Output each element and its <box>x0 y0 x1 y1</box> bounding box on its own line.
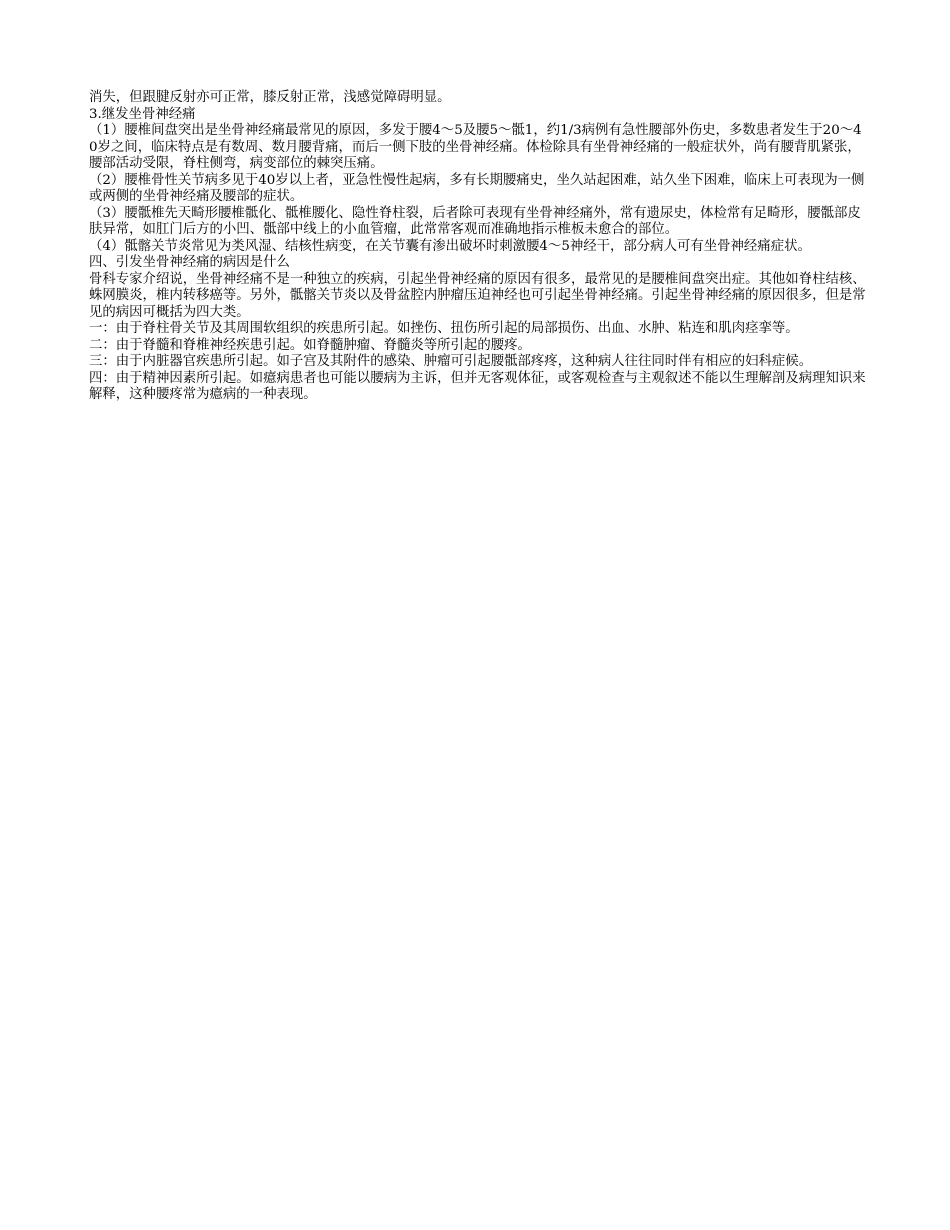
section-heading-secondary-sciatica: 3.继发坐骨神经痛 <box>89 106 196 122</box>
section-heading-causes: 四、引发坐骨神经痛的病因是什么 <box>89 255 290 270</box>
paragraph-cause-one: 一：由于脊柱骨关节及其周围软组织的疾患所引起。如挫伤、扭伤所引起的局部损伤、出血、水肿、粘连和肌肉痉挛等。 <box>89 321 799 336</box>
paragraph-cause-three: 三：由于内脏器官疾患所引起。如子宫及其附件的感染、肿瘤可引起腰骶部疼疼，这种病人往往同时伴有相应的妇科症候。 <box>89 354 813 369</box>
paragraph-lumbar-disc-herniation: （1）腰椎间盘突出是坐骨神经痛最常见的原因，多发于腰4～5及腰5～骶1，约1/3病例有急性腰部外伤史，多数患者发生于20～40岁之间，临床特点是有数周、数月腰背痛，而后一侧下肢的坐骨神经痛。体检除具有坐骨神经痛的一般症状外，尚有腰背肌紧张，腰部活动受限，脊柱侧弯，病变部位的棘突压痛。 <box>89 123 862 171</box>
paragraph-cause-two: 二：由于脊髓和脊椎神经疾患引起。如脊髓肿瘤、脊髓炎等所引起的腰疼。 <box>89 337 531 353</box>
paragraph-continuation: 消失，但跟腱反射亦可正常，膝反射正常，浅感觉障碍明显。 <box>89 90 451 105</box>
paragraph-causes-intro: 骨科专家介绍说，坐骨神经痛不是一种独立的疾病，引起坐骨神经痛的原因有很多，最常见的是腰椎间盘突出症。其他如脊柱结核、蛛网膜炎，椎内转移癌等。另外，骶髂关节炎以及骨盆腔内肿瘤压迫神经也可引起坐骨神经痛。引起坐骨神经痛的原因很多，但是常见的病因可概括为四大类。 <box>89 271 866 320</box>
document-body <box>89 90 869 404</box>
paragraph-congenital-deformity: （3）腰骶椎先天畸形腰椎骶化、骶椎腰化、隐性脊柱裂，后者除可表现有坐骨神经痛外，常有遗尿史，体检常有足畸形，腰骶部皮肤异常，如肛门后方的小凹、骶部中线上的小血管瘤，此常常客观而准确地指示椎板未愈合的部位。 <box>89 205 861 237</box>
paragraph-cause-four: 四：由于精神因素所引起。如癔病患者也可能以腰病为主诉，但并无客观体征，或客观检查与主观叙述不能以生理解剖及病理知识来解释，这种腰疼常为癔病的一种表现。 <box>89 370 866 402</box>
paragraph-sacroiliitis: （4）骶髂关节炎常见为类风湿、结核性病变，在关节囊有渗出破坏时刺激腰4～5神经干，部分病人可有坐骨神经痛症状。 <box>89 238 811 254</box>
paragraph-lumbar-osteoarthritis: （2）腰椎骨性关节病多见于40岁以上者，亚急性慢性起病，多有长期腰痛史，坐久站起困难，站久坐下困难，临床上可表现为一侧或两侧的坐骨神经痛及腰部的症状。 <box>89 172 865 204</box>
